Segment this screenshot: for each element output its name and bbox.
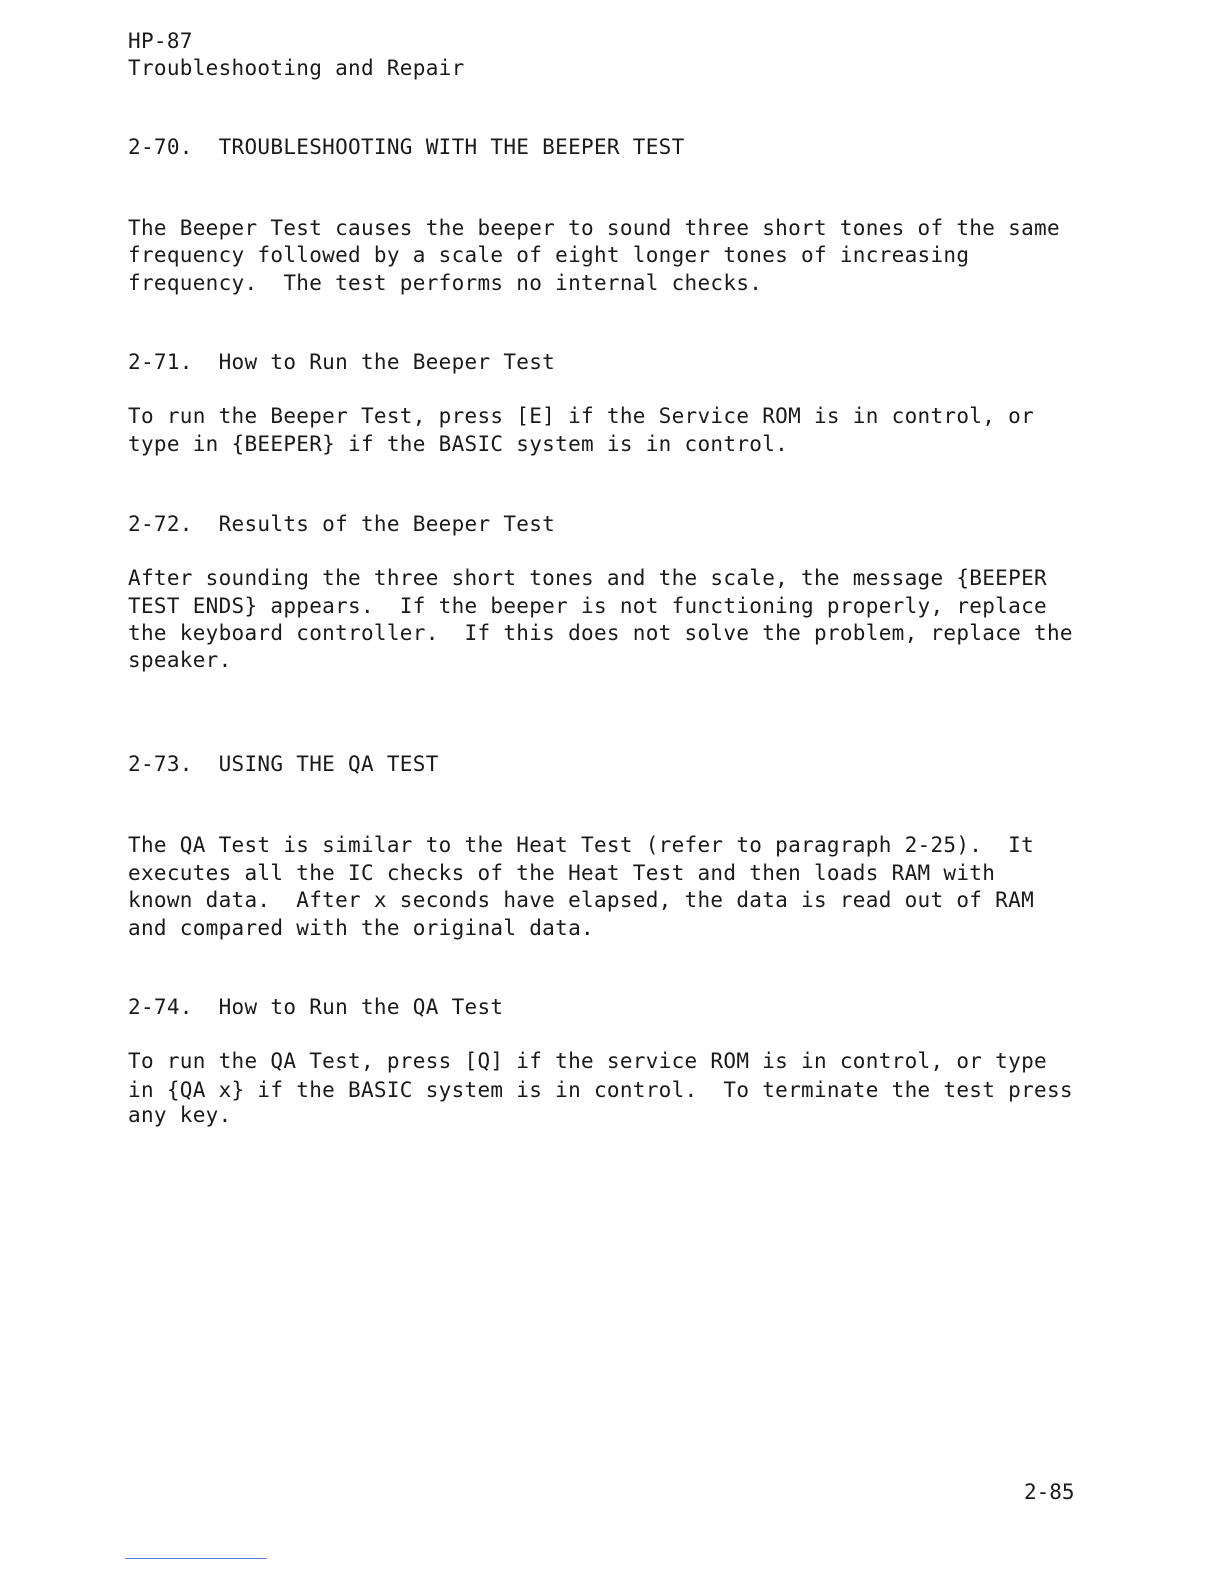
- paragraph-line: The Beeper Test causes the beeper to sound three short tones of the same: [128, 216, 1060, 240]
- paragraph-line: any key.: [128, 1103, 232, 1127]
- paragraph-line: frequency followed by a scale of eight longer tones of increasing: [128, 243, 970, 267]
- footer-rule: [125, 1558, 267, 1559]
- paragraph-line: in {QA x} if the BASIC system is in control. To terminate the test press: [128, 1078, 1073, 1102]
- paragraph-line: executes all the IC checks of the Heat Test and then loads RAM with: [128, 861, 996, 885]
- section-heading-2-70: 2-70. TROUBLESHOOTING WITH THE BEEPER TEST: [128, 135, 685, 159]
- paragraph-line: known data. After x seconds have elapsed, the data is read out of RAM: [128, 888, 1035, 912]
- section-heading-2-73: 2-73. USING THE QA TEST: [128, 752, 439, 776]
- header-model: HP-87: [128, 29, 193, 53]
- header-section: Troubleshooting and Repair: [128, 56, 465, 80]
- paragraph-line: TEST ENDS} appears. If the beeper is not functioning properly, replace: [128, 594, 1047, 618]
- paragraph-line: the keyboard controller. If this does not solve the problem, replace the: [128, 621, 1073, 645]
- paragraph-line: and compared with the original data.: [128, 916, 594, 940]
- page-number: 2-85: [1024, 1480, 1075, 1504]
- paragraph-line: The QA Test is similar to the Heat Test (refer to paragraph 2-25). It: [128, 833, 1035, 857]
- section-heading-2-71: 2-71. How to Run the Beeper Test: [128, 350, 556, 374]
- paragraph-line: To run the QA Test, press [Q] if the service ROM is in control, or type: [128, 1049, 1047, 1073]
- paragraph-line: frequency. The test performs no internal checks.: [128, 271, 763, 295]
- section-heading-2-72: 2-72. Results of the Beeper Test: [128, 512, 556, 536]
- paragraph-line: type in {BEEPER} if the BASIC system is in control.: [128, 432, 789, 456]
- section-heading-2-74: 2-74. How to Run the QA Test: [128, 995, 504, 1019]
- paragraph-line: To run the Beeper Test, press [E] if the Service ROM is in control, or: [128, 404, 1035, 428]
- paragraph-line: After sounding the three short tones and the scale, the message {BEEPER: [128, 566, 1047, 590]
- paragraph-line: speaker.: [128, 648, 232, 672]
